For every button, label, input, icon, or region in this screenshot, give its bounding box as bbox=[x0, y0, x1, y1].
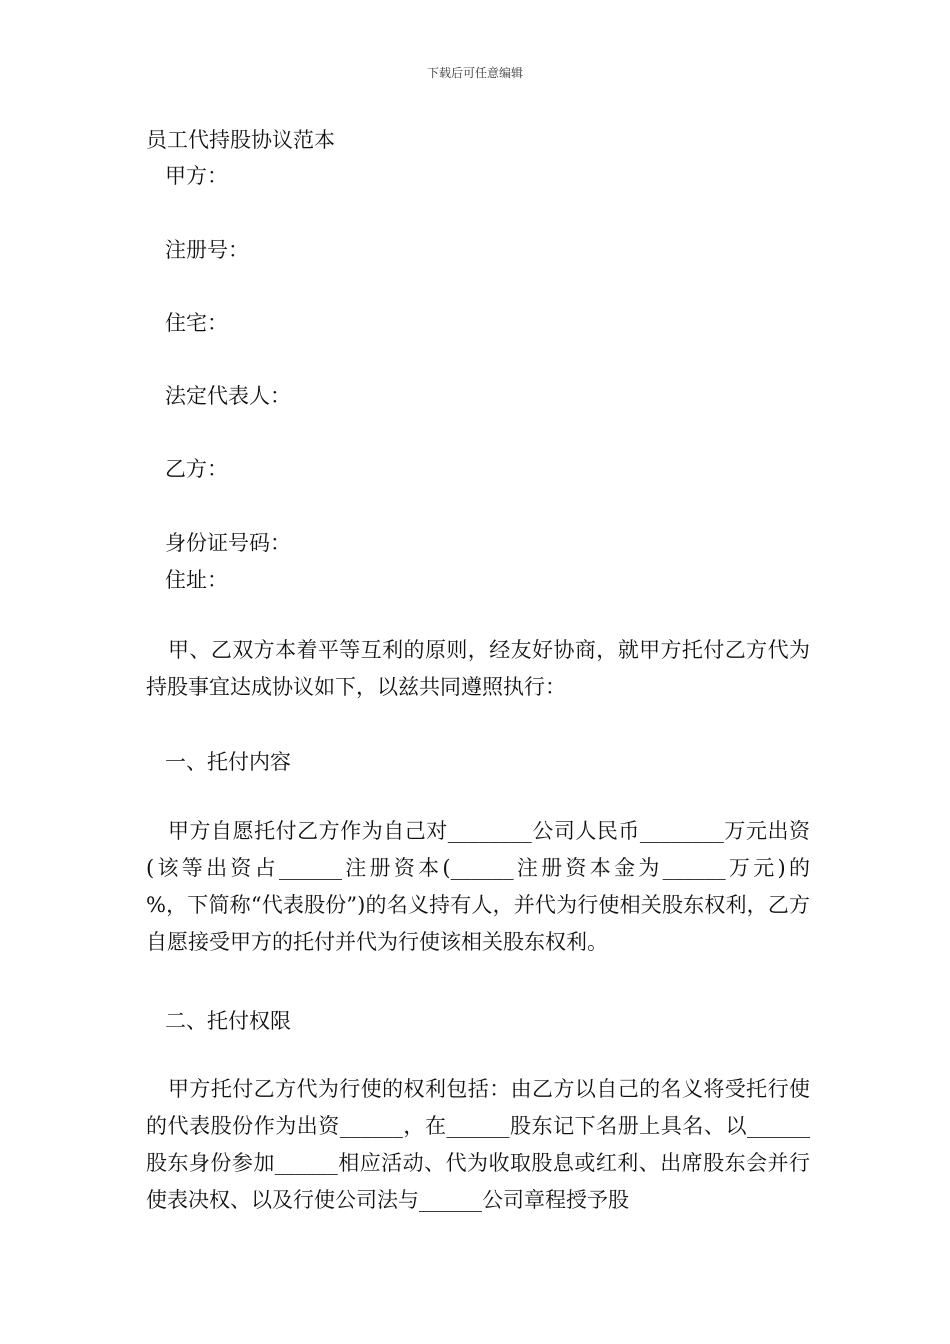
field-registration-number: 注册号： bbox=[165, 238, 249, 262]
field-party-b: 乙方： bbox=[165, 457, 228, 481]
page-header: 下载后可任意编辑 bbox=[426, 66, 523, 80]
field-id-number: 身份证号码： bbox=[165, 531, 291, 555]
field-address: 住址： bbox=[165, 568, 228, 592]
section-2-body: 甲方托付乙方代为行使的权利包括：由乙方以自己的名义将受托行使的代表股份作为出资______，在______股东记下名册上具名、以______股东身份参加______相应活动、代为收取股息或红利、出席股东会并行使表决权、以及行使公司法与______公司章程授予股 bbox=[146, 1077, 810, 1212]
field-party-a: 甲方： bbox=[165, 164, 228, 188]
field-residence: 住宅： bbox=[165, 311, 228, 335]
section-1-body: 甲方自愿托付乙方作为自己对________公司人民币________万元出资(该等出资占______注册资本(______注册资本金为______万元)的 %，下简称“代表股份”)的名义持有人，并代为行使相关股东权利，乙方自愿接受甲方的托付并代为行使该相关股东权利。 bbox=[146, 819, 852, 954]
section-2-heading: 二、托付权限 bbox=[165, 1009, 291, 1033]
intro-paragraph: 甲、乙双方本着平等互利的原则，经友好协商，就甲方托付乙方代为持股事宜达成协议如下，以兹共同遵照执行： bbox=[146, 638, 810, 699]
section-1-heading: 一、托付内容 bbox=[165, 750, 291, 774]
field-legal-representative: 法定代表人： bbox=[165, 384, 291, 408]
document-title: 员工代持股协议范本 bbox=[146, 128, 335, 152]
